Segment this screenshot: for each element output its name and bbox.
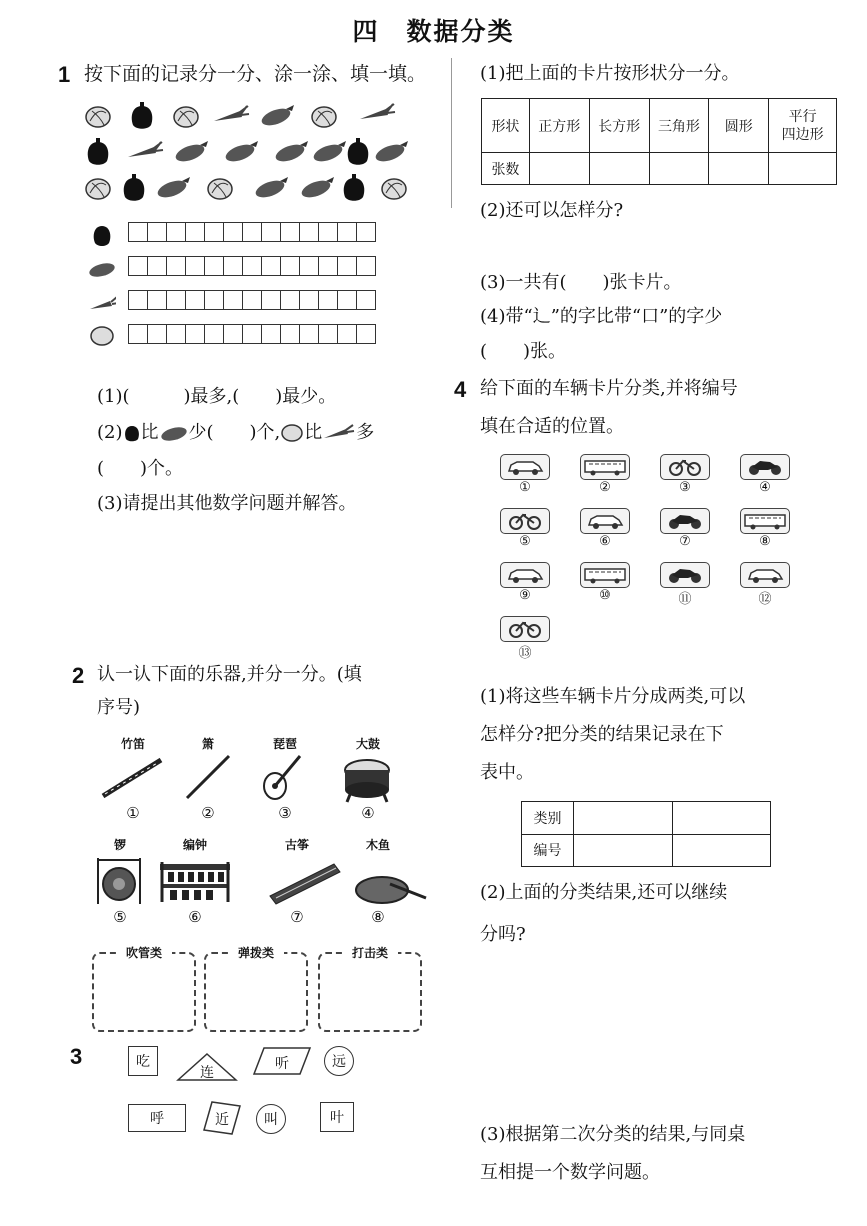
vegetable-record-picture — [80, 95, 420, 205]
vehicle-card-number: ⑤ — [519, 534, 531, 549]
vehicle-card-number: ② — [599, 480, 611, 495]
q1-sub2-than2: 比 — [304, 422, 323, 443]
guzheng-icon — [270, 864, 340, 904]
bike-icon — [500, 616, 550, 642]
row-icons — [88, 222, 116, 352]
char-card-8: 叶 — [320, 1102, 354, 1132]
pepper-icon — [123, 423, 141, 443]
column-divider — [451, 58, 452, 208]
car-icon — [500, 562, 550, 588]
vehicle-card — [500, 616, 550, 661]
grid-row-pepper[interactable] — [128, 222, 375, 242]
instruments-row1-picture — [95, 752, 415, 804]
table-header-circle: 圆形 — [709, 99, 769, 153]
vehicle-card — [500, 508, 550, 549]
char-card-1: 吃 — [128, 1046, 158, 1076]
instrument-num-8: ⑧ — [371, 908, 385, 926]
grid-row-eggplant[interactable] — [128, 256, 375, 276]
instrument-num-7: ⑦ — [290, 908, 304, 926]
xiao-icon — [187, 756, 229, 798]
char-card-5: 呼 — [128, 1104, 186, 1132]
gong-icon — [98, 858, 140, 904]
char-card-6: 近 — [215, 1112, 229, 1128]
bike-icon — [500, 508, 550, 534]
instruments-row2-picture — [90, 852, 430, 907]
q4-sub3-line2: 互相提一个数学问题。 — [480, 1162, 660, 1183]
category-cell-1[interactable] — [574, 802, 673, 835]
vehicle-card-number: ⑨ — [519, 588, 531, 603]
grid-row-carrot[interactable] — [128, 290, 375, 310]
vehicle-card-number: ③ — [679, 480, 691, 495]
q2-instruction-1: 认一认下面的乐器,并分一分。(填 — [97, 664, 362, 685]
instrument-label-1: 竹笛 — [120, 737, 145, 751]
moto-icon — [740, 454, 790, 480]
q1-sub2-prefix: (2) — [97, 422, 123, 443]
category-box-plucked[interactable] — [204, 952, 308, 1032]
carrot-icon — [322, 423, 356, 443]
q4-instruction-2: 填在合适的位置。 — [480, 416, 624, 437]
cabbage-icon — [280, 423, 304, 443]
instrument-label-3: 琵琶 — [272, 737, 297, 751]
instrument-num-1: ① — [126, 804, 140, 822]
table-header-shape: 形状 — [482, 99, 530, 153]
eggplant-icon — [159, 423, 189, 443]
q4-sub1-line3: 表中。 — [480, 762, 534, 783]
table-header-triangle: 三角形 — [649, 99, 709, 153]
q1-sub2-more: 多 — [356, 422, 375, 443]
q4-sub2-line1: (2)上面的分类结果,还可以继续 — [480, 882, 728, 903]
number-cell-1[interactable] — [574, 834, 673, 867]
instrument-num-5: ⑤ — [113, 908, 127, 926]
vehicle-card-number: ⑬ — [518, 646, 532, 661]
char-card-2: 连 — [200, 1065, 214, 1081]
instrument-label-8: 木鱼 — [365, 838, 390, 852]
q4-sub2-line2: 分吗? — [480, 924, 526, 945]
char-card-3: 听 — [275, 1056, 289, 1072]
vehicle-card-number: ⑥ — [599, 534, 611, 549]
q3-sub3: (3)一共有( )张卡片。 — [480, 272, 682, 293]
vehicle-card — [740, 562, 790, 607]
q3-sub1: (1)把上面的卡片按形状分一分。 — [480, 63, 740, 84]
category-cell-2[interactable] — [672, 802, 771, 835]
q4-number: 4 — [454, 377, 467, 402]
car-icon — [500, 454, 550, 480]
bike-icon — [660, 454, 710, 480]
bus-icon — [580, 562, 630, 588]
q1-number: 1 — [58, 62, 71, 87]
vehicle-card — [660, 562, 710, 607]
q3-sub2: (2)还可以怎样分? — [480, 200, 624, 221]
q4-instruction-1: 给下面的车辆卡片分类,并将编号 — [480, 378, 738, 399]
instrument-label-2: 箫 — [201, 737, 214, 751]
drum-icon — [345, 760, 389, 802]
q1-sub2-less: 少( )个, — [188, 422, 281, 443]
q1-sub2 — [97, 422, 374, 444]
category-label-percussion: 打击类 — [342, 944, 398, 961]
color-grid — [128, 222, 375, 344]
vehicle-card — [740, 454, 790, 495]
instrument-num-3: ③ — [278, 804, 292, 822]
char-card-7: 叫 — [256, 1104, 286, 1134]
vehicle-cards — [500, 454, 800, 670]
vehicle-card — [500, 454, 550, 495]
instrument-label-5: 锣 — [113, 838, 126, 852]
category-box-wind[interactable] — [92, 952, 196, 1032]
instrument-num-4: ④ — [361, 804, 375, 822]
q4-sub3-line1: (3)根据第二次分类的结果,与同桌 — [480, 1124, 746, 1145]
q3-number: 3 — [70, 1044, 83, 1069]
flute-icon — [103, 760, 161, 796]
q2-instruction-2: 序号) — [97, 697, 141, 718]
vehicle-card-number: ④ — [759, 480, 771, 495]
count-cell-triangle[interactable] — [649, 153, 709, 185]
vehicle-table-row-category: 类别 — [522, 802, 574, 835]
table-header-square: 正方形 — [529, 99, 589, 153]
car-icon — [740, 562, 790, 588]
table-header-rectangle: 长方形 — [589, 99, 649, 153]
page-title: 四 数据分类 — [352, 17, 515, 46]
instrument-label-4: 大鼓 — [355, 737, 380, 751]
bus-icon — [580, 454, 630, 480]
vehicle-card-number: ① — [519, 480, 531, 495]
bianzhong-icon — [160, 862, 230, 902]
table-row-label-count: 张数 — [482, 153, 530, 185]
count-cell-circle[interactable] — [709, 153, 769, 185]
instrument-num-6: ⑥ — [188, 908, 202, 926]
vehicle-class-table — [521, 801, 771, 867]
vehicle-card-number: ⑫ — [758, 592, 772, 607]
moto-icon — [660, 562, 710, 588]
q3-sub4-line2: ( )张。 — [480, 341, 567, 362]
instrument-label-7: 古筝 — [284, 838, 309, 852]
number-cell-2[interactable] — [672, 834, 771, 867]
vehicle-card — [580, 562, 630, 603]
vehicle-card — [580, 508, 630, 549]
q4-sub1-line1: (1)将这些车辆卡片分成两类,可以 — [480, 686, 746, 707]
table-header-parallelogram — [769, 99, 837, 153]
parallelogram-line2: 四边形 — [781, 126, 824, 143]
q4-sub1-line2: 怎样分?把分类的结果记录在下 — [480, 724, 724, 745]
category-label-wind: 吹管类 — [116, 944, 172, 961]
instrument-num-2: ② — [201, 804, 215, 822]
shape-count-table — [481, 98, 837, 185]
q1-instruction: 按下面的记录分一分、涂一涂、填一填。 — [84, 63, 427, 85]
q1-sub3: (3)请提出其他数学问题并解答。 — [97, 493, 357, 514]
char-card-4: 远 — [324, 1046, 354, 1076]
bus-icon — [740, 508, 790, 534]
instrument-label-6: 编钟 — [182, 838, 207, 852]
grid-row-cabbage[interactable] — [128, 324, 375, 344]
q1-sub1: (1)( )最多,( )最少。 — [97, 386, 337, 407]
count-cell-square[interactable] — [529, 153, 589, 185]
vehicle-card — [500, 562, 550, 603]
q1-sub2-than1: 比 — [140, 422, 159, 443]
vehicle-card — [660, 508, 710, 549]
vehicle-card — [580, 454, 630, 495]
parallelogram-line1: 平行 — [788, 108, 817, 125]
category-box-percussion[interactable] — [318, 952, 422, 1032]
vehicle-card-number: ⑪ — [678, 592, 692, 607]
vehicle-table-row-number: 编号 — [522, 834, 574, 867]
moto-icon — [660, 508, 710, 534]
muyu-icon — [356, 877, 426, 903]
q1-sub2-blank: ( )个。 — [97, 458, 184, 479]
pipa-icon — [264, 756, 300, 799]
vehicle-card — [740, 508, 790, 549]
vehicle-card-number: ⑧ — [759, 534, 771, 549]
car-icon — [580, 508, 630, 534]
q3-sub4-line1: (4)带“辶”的字比带“口”的字少 — [480, 306, 723, 327]
vehicle-card — [660, 454, 710, 495]
count-cell-rectangle[interactable] — [589, 153, 649, 185]
vehicle-card-number: ⑦ — [679, 534, 691, 549]
vehicle-card-number: ⑩ — [599, 588, 611, 603]
count-cell-parallelogram[interactable] — [769, 153, 837, 185]
q2-number: 2 — [72, 663, 85, 688]
category-label-plucked: 弹拨类 — [228, 944, 284, 961]
